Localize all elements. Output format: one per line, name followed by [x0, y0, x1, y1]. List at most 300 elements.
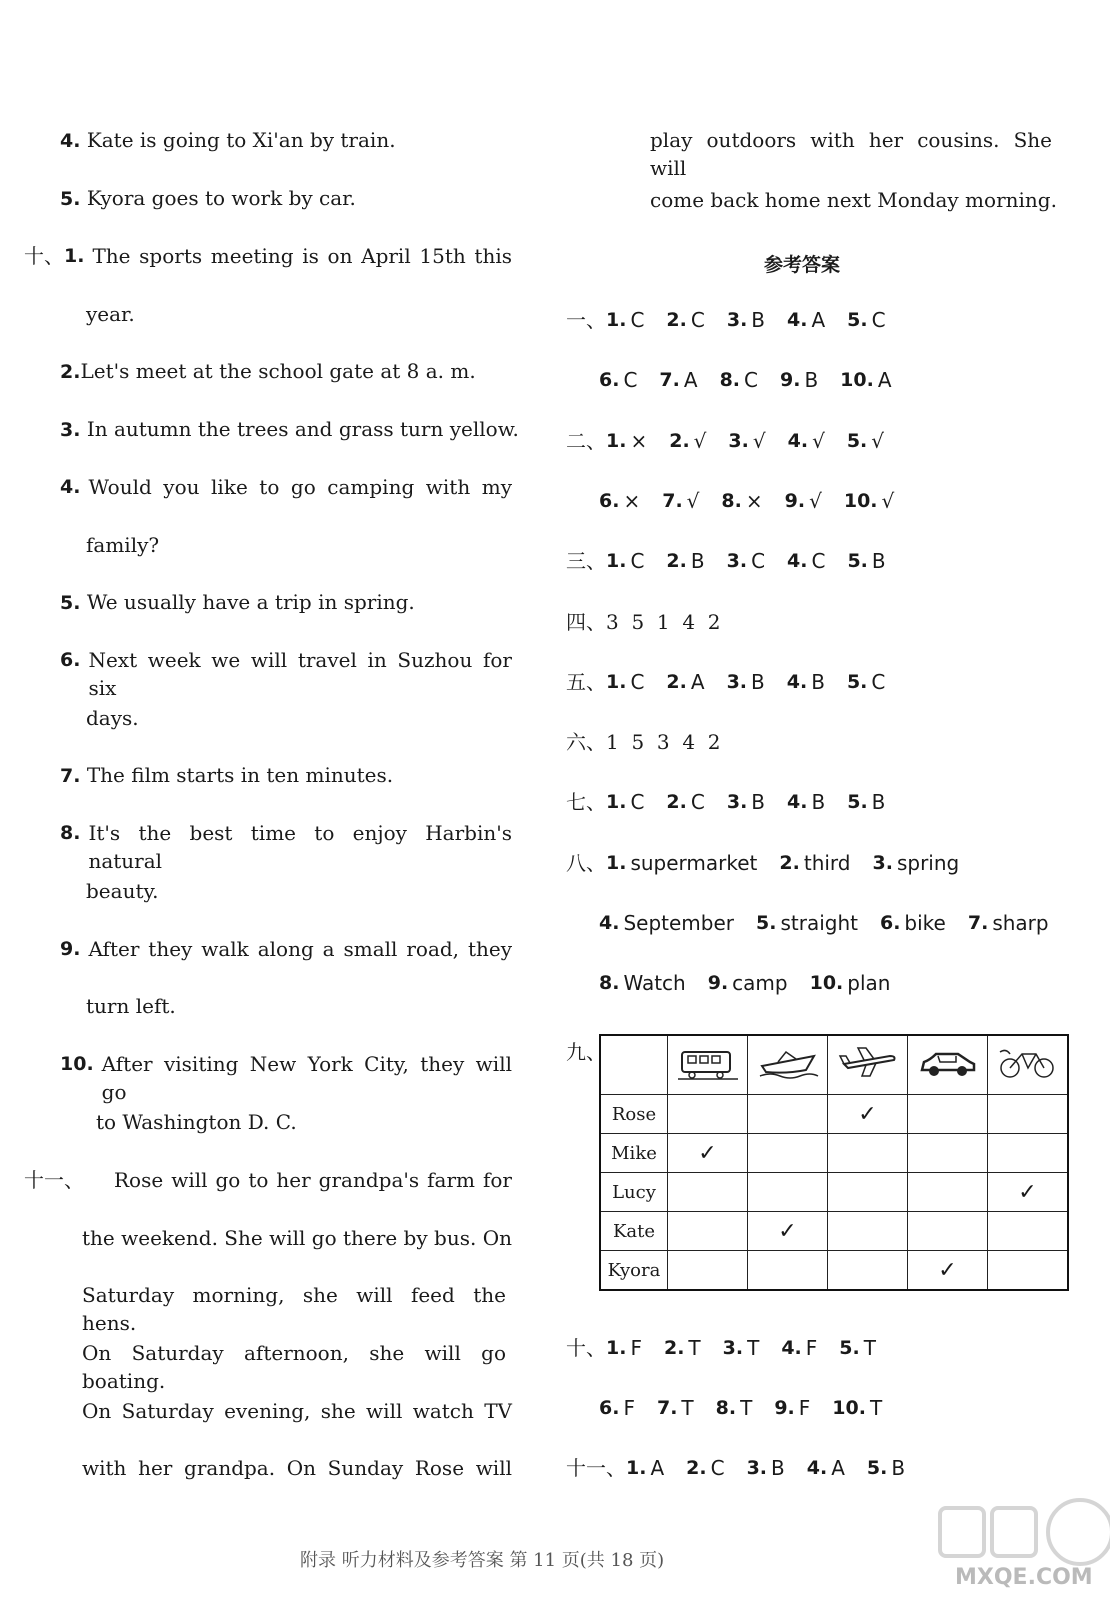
line-text: After they walk along a small road, they [88, 937, 512, 961]
item-number: 4. [60, 130, 81, 152]
answer-value: C [871, 308, 886, 332]
answer-value: B [811, 790, 826, 814]
line [60, 184, 356, 213]
line [60, 761, 393, 790]
answer-value: C [744, 368, 758, 392]
answer-item [606, 668, 644, 696]
answer-item [599, 1394, 635, 1422]
item-number: 4. [786, 671, 808, 693]
answer-item [666, 788, 704, 816]
answer-value: T [747, 1336, 760, 1360]
answer-value: C [630, 670, 645, 694]
answer-item [810, 969, 891, 997]
item-number: 4. [599, 912, 620, 934]
section-prefix: 十一、 [566, 1456, 626, 1480]
answer-item [787, 668, 825, 696]
answer-value: T [681, 1396, 694, 1420]
answer-value: sharp [992, 911, 1049, 935]
line-text: Let's meet at the school gate at 8 a. m. [80, 359, 476, 383]
empty-cell [988, 1134, 1069, 1173]
answer-item [599, 909, 734, 937]
item-number: 2. [666, 309, 687, 331]
line: to Washington D. C. [96, 1110, 297, 1134]
item-number: 8. [60, 822, 81, 844]
item-number: 5. [60, 188, 81, 210]
answer-item [807, 1454, 845, 1482]
item-number: 4. [806, 1457, 828, 1479]
answer-item [968, 909, 1049, 937]
line: beauty. [86, 879, 159, 903]
item-number: 9. [784, 490, 806, 512]
item-number: 6. [599, 490, 620, 512]
answer-item [840, 366, 891, 394]
answer-value: T [863, 1336, 876, 1360]
answer-value: B [690, 549, 705, 573]
answer-value: B [751, 308, 766, 332]
answer-value: B [804, 368, 819, 392]
answer-item [880, 909, 946, 937]
answer-item [606, 547, 644, 575]
line [60, 935, 512, 963]
answer-value: √ [686, 489, 700, 513]
item-number: 5. [847, 791, 868, 813]
answer-value: × [630, 429, 648, 453]
line [60, 646, 512, 702]
item-number: 5. [847, 550, 868, 572]
answer-value: C [623, 368, 638, 392]
empty-cell [668, 1251, 748, 1291]
item-number: 3. [746, 1457, 768, 1479]
answer-item [716, 1394, 753, 1422]
answer-item [727, 547, 765, 575]
item-number: 3. [60, 419, 81, 441]
answer-item [727, 306, 765, 334]
answer-item [606, 306, 644, 334]
answer-item [728, 427, 765, 455]
line-text: We usually have a trip in spring. [86, 590, 415, 614]
answer-item [756, 909, 858, 937]
answer-row [599, 487, 894, 515]
item-number: 6. [599, 369, 620, 391]
item-number: 3. [726, 791, 748, 813]
answer-item [727, 668, 765, 696]
answer-value: √ [881, 489, 895, 513]
section-prefix: 一、 [566, 308, 606, 332]
answer-item [867, 1454, 905, 1482]
answer-value: C [630, 308, 645, 332]
answer-item [686, 1454, 724, 1482]
person-name: Mike [600, 1134, 668, 1173]
answer-item [847, 427, 884, 455]
item-number: 4. [787, 309, 808, 331]
ship-icon [748, 1035, 828, 1095]
plane-icon [828, 1035, 908, 1095]
empty-cell [908, 1212, 988, 1251]
answer-item [666, 668, 704, 696]
car-icon [908, 1035, 988, 1095]
answer-value: A [690, 670, 705, 694]
answer-item [781, 1334, 817, 1362]
answer-value: √ [693, 429, 707, 453]
empty-cell [748, 1095, 828, 1134]
empty-cell [668, 1173, 748, 1212]
answer-value: T [869, 1396, 883, 1420]
line-text: Kyora goes to work by car. [86, 186, 356, 210]
answer-row [566, 668, 885, 696]
page-footer: 附录 听力材料及参考答案 第 11 页(共 18 页) [300, 1550, 665, 1571]
line-text: Next week we will travel in Suzhou for six [88, 648, 512, 700]
line [60, 473, 512, 501]
answer-row [566, 1334, 876, 1362]
item-number: 2. [666, 671, 687, 693]
section-prefix: 八、 [566, 851, 606, 875]
item-number: 4. [787, 430, 809, 452]
item-number: 3. [726, 309, 748, 331]
empty-cell [828, 1251, 908, 1291]
answer-value: F [630, 1336, 642, 1360]
item-number: 5. [847, 309, 868, 331]
line [60, 126, 396, 155]
line-text: The film starts in ten minutes. [86, 763, 394, 787]
answer-item [708, 969, 788, 997]
section-prefix: 十、 [24, 244, 64, 268]
line-text: It's the best time to enjoy Harbin's natural [88, 821, 512, 873]
answer-item [788, 427, 825, 455]
answer-item [839, 1334, 876, 1362]
item-number: 5. [846, 671, 868, 693]
item-number: 3. [728, 430, 749, 452]
empty-cell [908, 1134, 988, 1173]
line: play outdoors with her cousins. She will [650, 128, 1052, 180]
line-text: Kate is going to Xi'an by train. [86, 128, 396, 152]
answer-row [566, 728, 720, 756]
answer-row [566, 788, 885, 816]
item-number: 5. [839, 1337, 860, 1359]
answer-value: C [811, 549, 826, 573]
answer-value: A [650, 1456, 665, 1480]
bike-icon [988, 1035, 1069, 1095]
answer-row [599, 1394, 882, 1422]
item-number: 5. [866, 1457, 888, 1479]
item-number: 1. [606, 671, 627, 693]
item-number: 1. [606, 309, 627, 331]
answer-value: × [745, 489, 763, 513]
line: Saturday morning, she will feed the hens. [82, 1283, 506, 1335]
line: with her grandpa. On Sunday Rose will [82, 1456, 512, 1480]
answer-row [566, 849, 959, 877]
answer-item [606, 788, 644, 816]
answer-item [657, 1394, 694, 1422]
answer-item [659, 366, 697, 394]
transport-table [599, 1034, 1069, 1291]
person-name: Lucy [600, 1173, 668, 1212]
answer-item [666, 547, 704, 575]
answer-item [721, 487, 762, 515]
table-row [600, 1173, 1068, 1212]
corner-cell [600, 1035, 668, 1095]
answer-item [606, 849, 757, 877]
answer-item [780, 366, 818, 394]
check-mark: ✓ [908, 1251, 988, 1291]
answer-item [832, 1394, 882, 1422]
line: come back home next Monday morning. [650, 188, 1057, 212]
item-number: 7. [656, 1397, 678, 1419]
item-number: 7. [662, 490, 683, 512]
check-mark: ✓ [668, 1134, 748, 1173]
section-prefix: 九、 [566, 1040, 606, 1064]
answer-item [779, 849, 850, 877]
answer-value: B [751, 670, 765, 694]
item-number: 8. [715, 1397, 737, 1419]
answer-value: √ [812, 429, 825, 453]
line-text: Would you like to go camping with my [88, 475, 512, 499]
train-icon [668, 1035, 748, 1095]
answer-item [847, 668, 885, 696]
answer-value: B [871, 549, 886, 573]
item-number: 2. [666, 550, 687, 572]
line [60, 415, 519, 444]
item-number: 7. [60, 765, 81, 787]
item-number: 6. [60, 649, 81, 671]
line-text: After visiting New York City, they will go [101, 1052, 512, 1104]
answer-value: F [623, 1396, 635, 1420]
item-number: 1. [606, 550, 627, 572]
item-number: 8. [599, 972, 620, 994]
item-number: 2. [60, 361, 81, 383]
empty-cell [828, 1212, 908, 1251]
answer-item [626, 1454, 664, 1482]
answer-value: F [805, 1336, 818, 1360]
answer-item [844, 487, 894, 515]
person-name: Rose [600, 1095, 668, 1134]
answer-item [599, 969, 686, 997]
item-number: 8. [721, 490, 742, 512]
item-number: 9. [774, 1397, 795, 1419]
item-number: 9. [60, 938, 81, 960]
item-number: 4. [781, 1337, 802, 1359]
answer-value: B [771, 1456, 785, 1480]
section-prefix: 十、 [566, 1336, 606, 1360]
item-number: 2. [666, 791, 687, 813]
answer-value: B [891, 1456, 906, 1480]
answer-value: spring [896, 851, 960, 875]
answer-value: F [798, 1396, 811, 1420]
empty-cell [668, 1212, 748, 1251]
empty-cell [908, 1173, 988, 1212]
answer-item [723, 1334, 760, 1362]
answer-heading: 参考答案 [764, 254, 841, 276]
item-number: 9. [707, 972, 729, 994]
answer-value: C [630, 549, 645, 573]
answer-item [664, 1334, 701, 1362]
answer-row [599, 969, 890, 997]
answer-value: A [831, 1456, 845, 1480]
item-number: 10. [840, 369, 874, 391]
answer-value: C [710, 1456, 725, 1480]
answer-value: C [871, 670, 886, 694]
item-number: 6. [879, 912, 901, 934]
answer-item [847, 547, 885, 575]
section-prefix: 四、 [566, 610, 606, 634]
table-row [600, 1212, 1068, 1251]
person-name: Kate [600, 1212, 668, 1251]
answer-value: B [811, 670, 825, 694]
answer-value: supermarket [630, 851, 758, 875]
line [24, 242, 512, 270]
line: family? [86, 533, 160, 557]
item-number: 3. [872, 852, 893, 874]
answer-value: √ [752, 429, 766, 453]
table-row [600, 1095, 1068, 1134]
line [24, 1166, 512, 1194]
answer-row [599, 909, 1049, 937]
item-number: 10. [60, 1053, 94, 1075]
answer-item [747, 1454, 785, 1482]
answer-value: camp [732, 971, 788, 995]
answer-item [669, 427, 706, 455]
item-number: 1. [606, 1337, 627, 1359]
section-prefix: 六、 [566, 730, 606, 754]
answer-item [662, 487, 699, 515]
section-prefix: 五、 [566, 670, 606, 694]
item-number: 10. [809, 972, 844, 994]
item-number: 1. [64, 245, 85, 267]
answer-row [566, 306, 886, 334]
empty-cell [748, 1251, 828, 1291]
item-number: 7. [967, 912, 989, 934]
line: On Saturday evening, she will watch TV [82, 1399, 512, 1423]
answer-value: A [877, 368, 892, 392]
line: On Saturday afternoon, she will go boating. [82, 1341, 506, 1393]
answer-item [847, 306, 885, 334]
item-number: 10. [843, 490, 878, 512]
item-number: 5. [846, 430, 868, 452]
line: year. [86, 302, 135, 326]
answer-row [566, 608, 720, 636]
empty-cell [988, 1251, 1069, 1291]
answer-value: C [630, 790, 645, 814]
section-prefix: 十一、 [24, 1168, 84, 1192]
answer-value: C [690, 308, 705, 332]
watermark-text: MXQE.COM [955, 1565, 1093, 1590]
line-text: The sports meeting is on April 15th this [92, 244, 512, 268]
answer-value: A [683, 368, 698, 392]
table-row [600, 1134, 1068, 1173]
answer-item [785, 487, 822, 515]
answer-value: A [811, 308, 826, 332]
item-number: 1. [626, 1457, 647, 1479]
empty-cell [828, 1173, 908, 1212]
item-number: 5. [60, 592, 81, 614]
answer-value: C [751, 549, 766, 573]
answer-item [774, 1394, 810, 1422]
answer-value: September [623, 911, 734, 935]
item-number: 6. [599, 1397, 620, 1419]
answer-value: √ [809, 489, 822, 513]
item-number: 4. [787, 791, 808, 813]
answer-row [566, 1454, 905, 1482]
answer-value: bike [904, 911, 946, 935]
answer-row [566, 427, 884, 455]
item-number: 2. [669, 430, 690, 452]
answer-value: √ [871, 429, 885, 453]
answer-value: T [688, 1336, 701, 1360]
answer-value: C [690, 790, 705, 814]
item-number: 1. [606, 852, 627, 874]
item-number: 3. [726, 671, 748, 693]
answer-item [599, 366, 637, 394]
line [60, 588, 415, 617]
answer-item [606, 427, 647, 455]
answer-value: plan [847, 971, 891, 995]
answer-item [727, 788, 765, 816]
person-name: Kyora [600, 1251, 668, 1291]
line: days. [86, 706, 139, 730]
empty-cell [748, 1134, 828, 1173]
answer-item [787, 788, 825, 816]
item-number: 4. [60, 476, 81, 498]
answer-value: B [751, 790, 766, 814]
answer-item [847, 788, 885, 816]
item-number: 4. [787, 550, 808, 572]
item-number: 5. [756, 912, 777, 934]
item-number: 8. [719, 369, 741, 391]
line [60, 819, 512, 875]
item-number: 3. [726, 550, 748, 572]
answer-item [787, 306, 825, 334]
answer-row [599, 366, 892, 394]
answer-text: 1 5 3 4 2 [606, 730, 721, 754]
line [60, 357, 476, 386]
answer-value: × [623, 489, 641, 513]
check-mark: ✓ [828, 1095, 908, 1134]
answer-value: third [803, 851, 851, 875]
check-mark: ✓ [748, 1212, 828, 1251]
answer-value: T [740, 1396, 753, 1420]
answer-item [599, 487, 640, 515]
answer-item [606, 1334, 642, 1362]
table-row [600, 1251, 1068, 1291]
line: the weekend. She will go there by bus. On [82, 1226, 512, 1250]
empty-cell [908, 1095, 988, 1134]
empty-cell [748, 1173, 828, 1212]
line-text: In autumn the trees and grass turn yellow. [86, 417, 519, 441]
item-number: 1. [606, 430, 627, 452]
item-number: 7. [659, 369, 680, 391]
empty-cell [988, 1095, 1069, 1134]
empty-cell [988, 1212, 1069, 1251]
answer-text: 3 5 1 4 2 [606, 610, 721, 634]
line: turn left. [86, 994, 176, 1018]
section-prefix: 二、 [566, 429, 606, 453]
answer-value: Watch [623, 971, 686, 995]
section-prefix: 七、 [566, 790, 606, 814]
item-number: 10. [832, 1397, 866, 1419]
answer-value: straight [780, 911, 858, 935]
item-number: 1. [606, 791, 627, 813]
answer-row [566, 547, 886, 575]
check-mark: ✓ [988, 1173, 1069, 1212]
answer-item [787, 547, 825, 575]
answer-item [666, 306, 704, 334]
item-number: 3. [722, 1337, 744, 1359]
empty-cell [668, 1095, 748, 1134]
item-number: 9. [779, 369, 801, 391]
section-prefix: 三、 [566, 549, 606, 573]
empty-cell [828, 1134, 908, 1173]
item-number: 2. [779, 852, 800, 874]
item-number: 2. [686, 1457, 707, 1479]
